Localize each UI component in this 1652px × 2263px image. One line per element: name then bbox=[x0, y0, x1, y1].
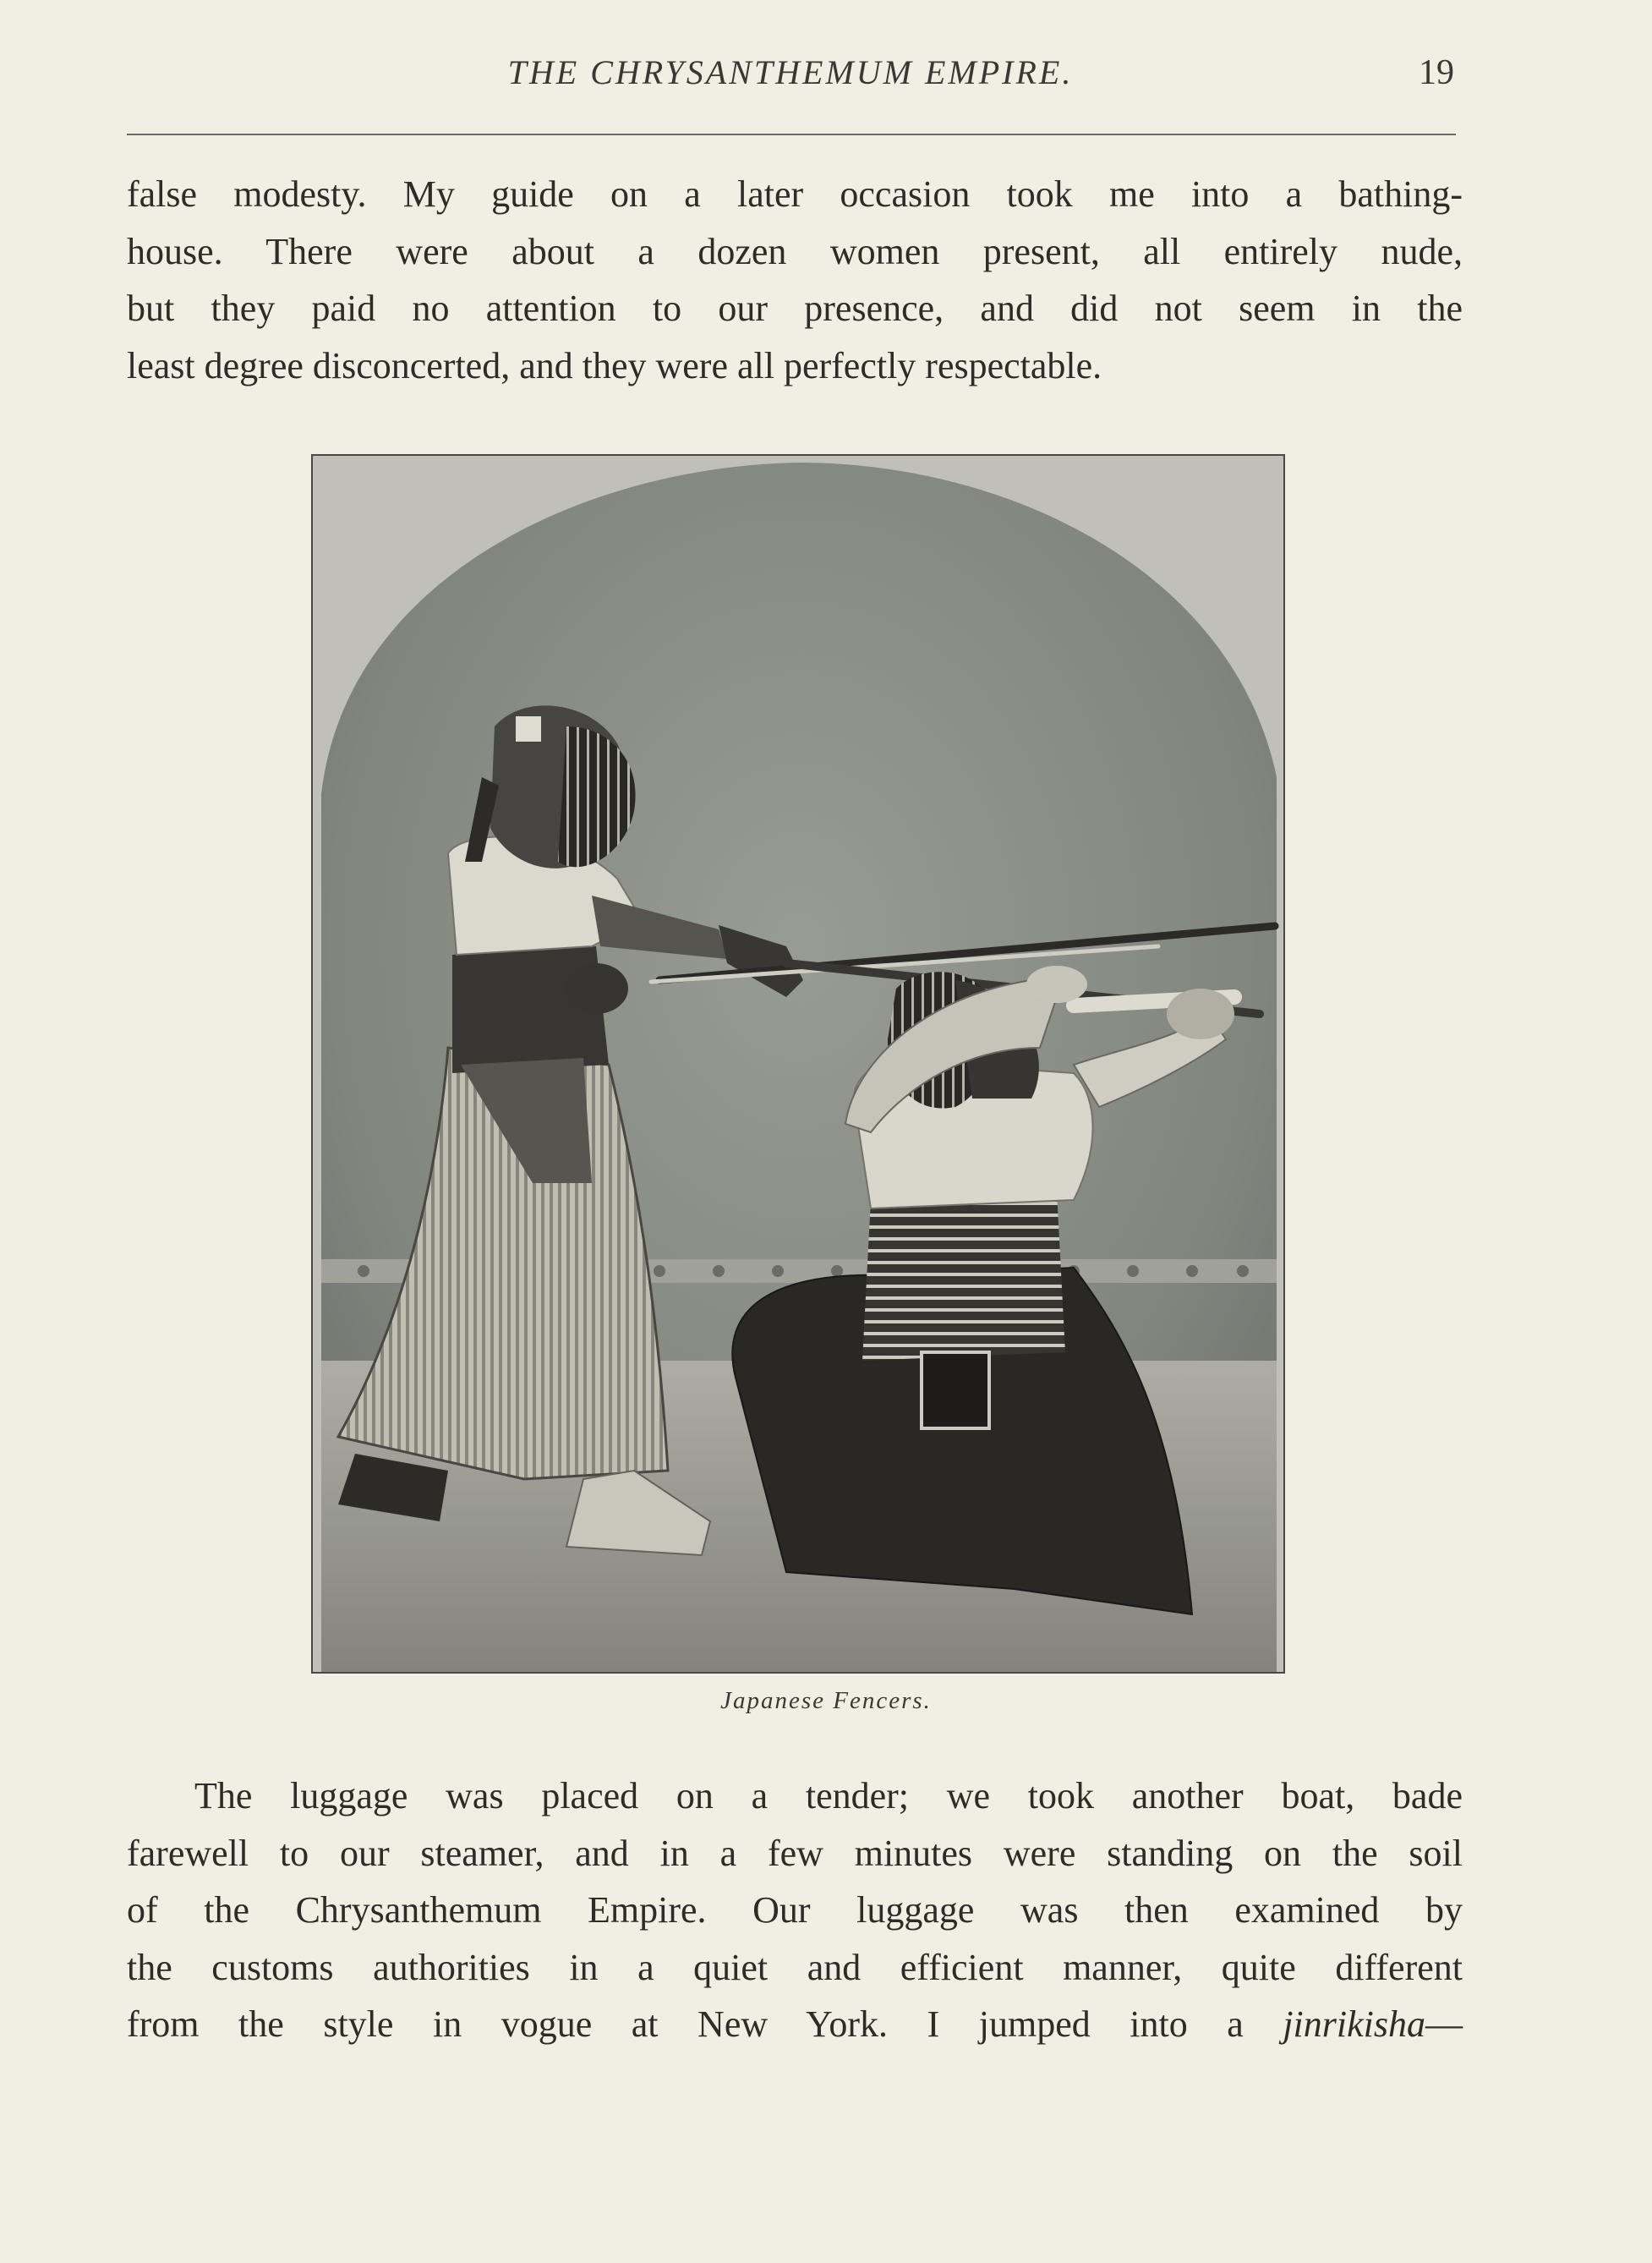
header-rule bbox=[127, 134, 1456, 135]
text-line: the customs authorities in a quiet and efficient manner, quite different bbox=[127, 1946, 1463, 1988]
final-line-text: from the style in vogue at New York. I jumped into a bbox=[127, 2003, 1283, 2045]
figure-caption: Japanese Fencers. bbox=[720, 1687, 932, 1714]
running-title: THE CHRYSANTHEMUM EMPIRE. bbox=[507, 53, 1074, 91]
em-dash: — bbox=[1425, 2003, 1463, 2045]
paragraph-2 bbox=[127, 1767, 1463, 2053]
text-line: but they paid no attention to our presence, and did not seem in the bbox=[127, 288, 1463, 329]
italic-term: jinrikisha bbox=[1283, 2003, 1425, 2045]
running-head bbox=[127, 52, 1454, 103]
text-line: least degree disconcerted, and they were all perfectly respectable. bbox=[127, 344, 1102, 386]
paragraph-1 bbox=[127, 166, 1463, 394]
grain bbox=[313, 456, 1283, 1672]
text-line-final bbox=[127, 1996, 1463, 2053]
text-line: false modesty. My guide on a later occasion took me into a bathing- bbox=[127, 173, 1463, 215]
text-line: farewell to our steamer, and in a few minutes were standing on the soil bbox=[127, 1832, 1463, 1874]
text-line: The luggage was placed on a tender; we took another boat, bade bbox=[194, 1775, 1463, 1816]
plate-japanese-fencers bbox=[311, 454, 1285, 1674]
text-line: of the Chrysanthemum Empire. Our luggage was then examined by bbox=[127, 1889, 1463, 1931]
fencers-photograph bbox=[313, 456, 1283, 1672]
page-number: 19 bbox=[1419, 53, 1454, 92]
text-line: house. There were about a dozen women present, all entirely nude, bbox=[127, 230, 1463, 272]
